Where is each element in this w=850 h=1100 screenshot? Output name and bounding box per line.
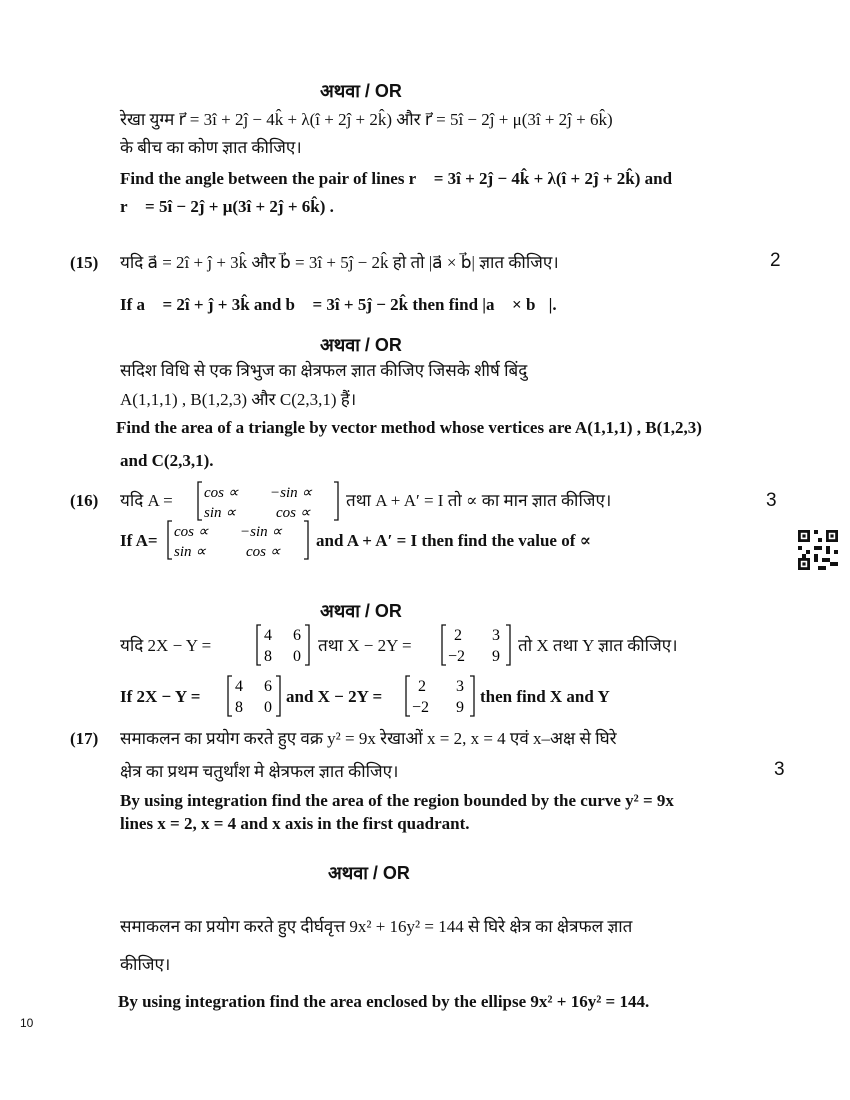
matrix-A-cell: cos ∝ [246,544,281,560]
matrix-A-cell: cos ∝ [174,524,209,540]
q17-english-line1: By using integration find the area of the region bounded by the curve y² = 9x [120,791,674,810]
matrix-2-cell: 9 [456,699,464,716]
q16-or-hindi-mid: तथा X − 2Y = [318,636,412,655]
or-heading-q15: अथवा / OR [320,335,402,355]
q15-or-hindi-line2: A(1,1,1) , B(1,2,3) और C(2,3,1) हैं। [120,390,357,409]
matrix-A-cell: cos ∝ [276,505,311,521]
matrix-A-cell: sin ∝ [204,505,236,521]
q15-or-hindi-line1: सदिश विधि से एक त्रिभुज का क्षेत्रफल ज्ञात कीजिए जिसके शीर्ष बिंदु [120,361,528,380]
q17-number: (17) [70,729,99,748]
matrix-2-cell: −2 [412,699,430,716]
matrix-2-cell: 2 [454,627,462,644]
q15-marks: 2 [770,250,781,271]
matrix-1-cell: 6 [264,678,272,695]
q15-or-english-line1: Find the area of a triangle by vector method whose vertices are A(1,1,1) , B(1,2,3) [116,418,702,437]
or-heading-q16: अथवा / OR [320,601,402,621]
q16-number: (16) [70,491,99,510]
matrix-2-hindi [440,623,512,667]
q16-english-pre: If A= [120,531,158,550]
matrix-A-cell: cos ∝ [204,485,239,501]
matrix-A-cell: −sin ∝ [240,524,283,540]
qr-code-icon [798,530,838,570]
matrix-2-cell: 3 [456,678,464,695]
q15-or-english-line2: and C(2,3,1). [120,451,214,470]
matrix-2-cell: −2 [448,648,466,665]
q16-english-post: and A + A′ = I then find the value of ∝ [316,531,592,550]
matrix-2-cell: 2 [418,678,426,695]
q16-marks: 3 [766,490,777,511]
or-heading-q14: अथवा / OR [320,81,402,101]
q15-english: If a⃗ = 2î + ĵ + 3k̂ and b⃗ = 3î + 5ĵ − 2k̂ then find |a⃗ × b⃗|. [120,295,557,314]
q17-hindi-line1: समाकलन का प्रयोग करते हुए वक्र y² = 9x रेखाओं x = 2, x = 4 एवं x–अक्ष से घिरे [120,729,617,748]
or-heading-q17: अथवा / OR [328,863,410,883]
q17-or-hindi-line2: कीजिए। [120,955,171,974]
q17-marks: 3 [774,759,785,780]
q15-number: (15) [70,253,99,272]
q16-or-english-mid: and X − 2Y = [286,687,383,706]
matrix-A-cell: −sin ∝ [270,485,313,501]
matrix-1-cell: 0 [293,648,301,665]
matrix-1-cell: 4 [235,678,243,695]
q16-or-hindi-post: तो X तथा Y ज्ञात कीजिए। [518,636,678,655]
matrix-2-cell: 9 [492,648,500,665]
matrix-1-cell: 8 [235,699,243,716]
q16-hindi-pre: यदि A = [120,491,173,510]
q16-or-english-post: then find X and Y [480,687,610,706]
matrix-1-english [226,674,282,718]
q17-hindi-line2: क्षेत्र का प्रथम चतुर्थांश मे क्षेत्रफल ज्ञात कीजिए। [120,762,399,781]
q14-or-english-line2: r⃗ = 5î − 2ĵ + μ(3î + 2ĵ + 6k̂) . [120,197,334,216]
q17-or-english: By using integration find the area enclosed by the ellipse 9x² + 16y² = 144. [118,992,650,1011]
q16-or-english-pre: If 2X − Y = [120,687,201,706]
matrix-A-cell: sin ∝ [174,544,206,560]
matrix-1-cell: 6 [293,627,301,644]
q17-or-hindi-line1: समाकलन का प्रयोग करते हुए दीर्घवृत्त 9x² + 16y² = 144 से घिरे क्षेत्र का क्षेत्रफल ज्ञात [120,917,633,936]
q16-or-hindi-pre: यदि 2X − Y = [120,636,212,655]
matrix-A-hindi [196,480,340,522]
matrix-2-cell: 3 [492,627,500,644]
q17-english-line2: lines x = 2, x = 4 and x axis in the first quadrant. [120,814,470,833]
q16-hindi-post: तथा A + A′ = I तो ∝ का मान ज्ञात कीजिए। [346,491,612,510]
page-number: 10 [20,1016,34,1030]
matrix-1-cell: 8 [264,648,272,665]
q14-or-hindi-line2: के बीच का कोण ज्ञात कीजिए। [120,138,302,157]
matrix-2-english [404,674,476,718]
q15-hindi: यदि a⃗ = 2î + ĵ + 3k̂ और b⃗ = 3î + 5ĵ − 2k̂ हो तो |a⃗ × b⃗| ज्ञात कीजिए। [120,253,559,272]
matrix-A-english [166,519,310,561]
q14-or-english-line1: Find the angle between the pair of lines r⃗ = 3î + 2ĵ − 4k̂ + λ(î + 2ĵ + 2k̂) and [120,169,673,188]
q14-or-hindi-line1: रेखा युग्म r⃗ = 3î + 2ĵ − 4k̂ + λ(î + 2ĵ + 2k̂) और r⃗ = 5î − 2ĵ + μ(3î + 2ĵ + 6k̂) [120,110,613,129]
matrix-1-cell: 0 [264,699,272,716]
matrix-1-hindi [255,623,311,667]
matrix-1-cell: 4 [264,627,272,644]
